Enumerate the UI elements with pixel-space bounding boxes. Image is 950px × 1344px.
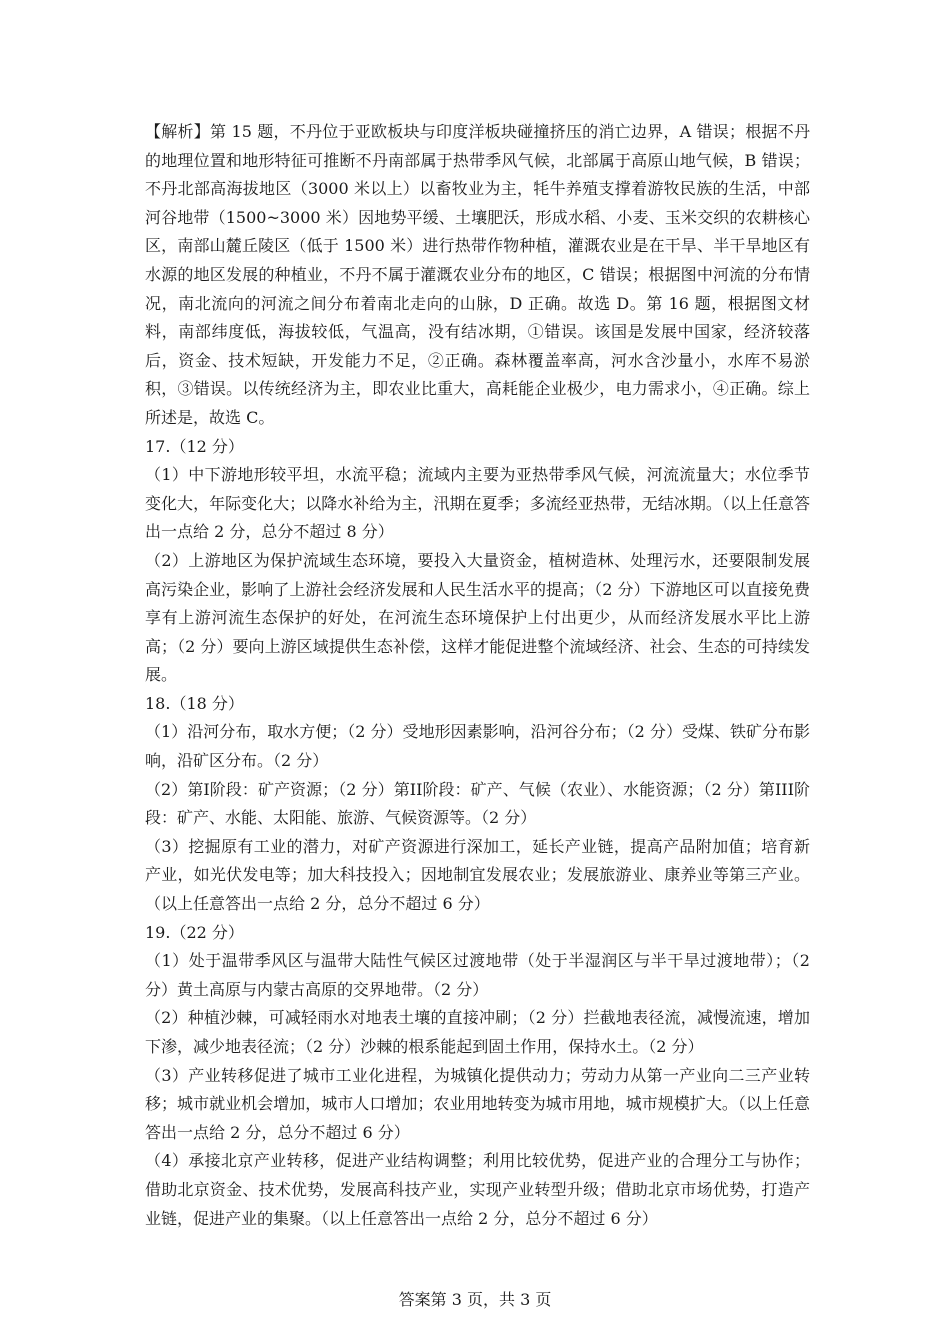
q19-part1: （1）处于温带季风区与温带大陆性气候区过渡地带（处于半湿润区与半干旱过渡地带）；（2 分）黄土高原与内蒙古高原的交界地带。（2 分）	[145, 951, 810, 999]
answer-content	[145, 118, 810, 1233]
question-19-heading: 19.（22 分）	[145, 922, 244, 942]
q18-part1: （1）沿河分布，取水方便；（2 分）受地形因素影响，沿河谷分布；（2 分）受煤、铁矿分布影响，沿矿区分布。（2 分）	[145, 722, 810, 771]
analysis-paragraph: 【解析】第 15 题，不丹位于亚欧板块与印度洋板块碰撞挤压的消亡边界，A 错误；根据不丹的地理位置和地形特征可推断不丹南部属于热带季风气候，北部属于高原山地气候，B 错误；不丹北部高海拔地区（3000 米以上）以畜牧业为主，牦牛养殖支撑着游牧民族的生活，中部河谷地带（1500~3000 米）因地势平缓、土壤肥沃，形成水稻、小麦、玉米交织的农耕核心区，南部山麓丘陵区（低于 1500 米）进行热带作物种植，灌溉农业是在干旱、半干旱地区有水源的地区发展的种植业，不丹不属于灌溉农业分布的地区，C 错误；根据图中河流的分布情况，南北流向的河流之间分布着南北走向的山脉，D 正确。故选 D。第 16 题，根据图文材料，南部纬度低，海拔较低，气温高，没有结冰期，①错误。该国是发展中国家，经济较落后，资金、技术短缺，开发能力不足，②正确。森林覆盖率高，河水含沙量小，水库不易淤积，③错误。以传统经济为主，即农业比重大，高耗能企业极少，电力需求小，④正确。综上所述是，故选 C。	[145, 122, 810, 427]
q18-part3: （3）挖掘原有工业的潜力，对矿产资源进行深加工，延长产业链，提高产品附加值；培育新产业，如光伏发电等；加大科技投入；因地制宜发展农业；发展旅游业、康养业等第三产业。（以上任意答出一点给 2 分，总分不超过 6 分）	[145, 836, 810, 914]
q17-part1: （1）中下游地形较平坦，水流平稳；流域内主要为亚热带季风气候，河流流量大；水位季节变化大，年际变化大；以降水补给为主，汛期在夏季；多流经亚热带，无结冰期。（以上任意答出一点给 2 分，总分不超过 8 分）	[145, 465, 810, 542]
q19-part4: （4）承接北京产业转移，促进产业结构调整；利用比较优势，促进产业的合理分工与协作；借助北京资金、技术优势，发展高科技产业，实现产业转型升级；借助北京市场优势，打造产业链，促进产业的集聚。（以上任意答出一点给 2 分，总分不超过 6 分）	[145, 1151, 810, 1228]
q17-part2: （2）上游地区为保护流域生态环境，要投入大量资金，植树造林、处理污水，还要限制发展高污染企业，影响了上游社会经济发展和人民生活水平的提高；（2 分）下游地区可以直接免费享有上游河流生态保护的好处，在河流生态环境保护上付出更少，从而经济发展水平比上游高；（2 分）要向上游区域提供生态补偿，这样才能促进整个流域经济、社会、生态的可持续发展。	[145, 550, 810, 685]
q19-part2: （2）种植沙棘，可减轻雨水对地表土壤的直接冲刷；（2 分）拦截地表径流，减慢流速，增加下渗，减少地表径流；（2 分）沙棘的根系能起到固土作用，保持水土。（2 分）	[145, 1008, 810, 1056]
question-17-heading: 17.（12 分）	[145, 436, 244, 456]
q19-part3: （3）产业转移促进了城市工业化进程，为城镇化提供动力；劳动力从第一产业向二三产业转移；城市就业机会增加，城市人口增加；农业用地转变为城市用地，城市规模扩大。（以上任意答出一点给 2 分，总分不超过 6 分）	[145, 1065, 810, 1142]
question-18-heading: 18.（18 分）	[145, 693, 244, 713]
page-footer: 答案第 3 页，共 3 页	[398, 1290, 552, 1309]
q18-part2: （2）第I阶段：矿产资源；（2 分）第II阶段：矿产、气候（农业）、水能资源；（2 分）第III阶段：矿产、水能、太阳能、旅游、气候资源等。（2 分）	[145, 779, 810, 828]
